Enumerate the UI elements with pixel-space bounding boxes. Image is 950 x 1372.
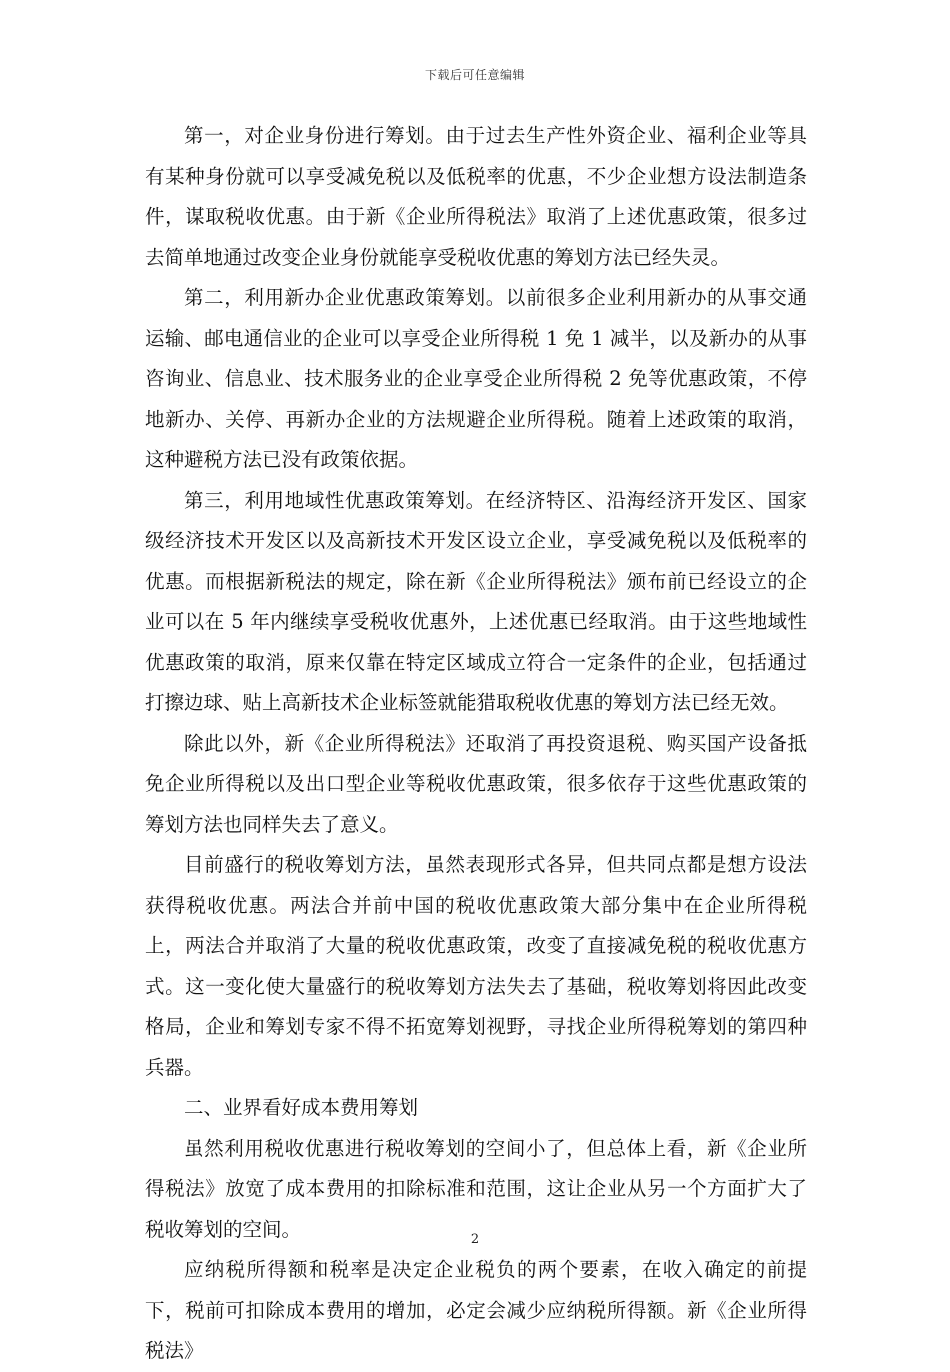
paragraph-3: 第三，利用地域性优惠政策筹划。在经济特区、沿海经济开发区、国家级经济技术开发区以及高新技术开发区设立企业，享受减免税以及低税率的优惠。而根据新税法的规定，除在新《企业所得税法》颁布前已经设立的企业可以在 5 年内继续享受税收优惠外，上述优惠已经取消。由于这些地域性优惠政策的取消，原来仅靠在特定区域成立符合一定条件的企业，包括通过打擦边球、贴上高新技术企业标签就能猎取税收优惠的筹划方法已经无效。	[145, 488, 807, 714]
paragraph-5: 目前盛行的税收筹划方法，虽然表现形式各异，但共同点都是想方设法获得税收优惠。两法合并前中国的税收优惠政策大部分集中在企业所得税上，两法合并取消了大量的税收优惠政策，改变了直接减免税的税收优惠方式。这一变化使大量盛行的税收筹划方法失去了基础，税收筹划将因此改变格局，企业和筹划专家不得不拓宽筹划视野，寻找企业所得税筹划的第四种兵器。	[145, 853, 807, 1079]
paragraph-2: 第二，利用新办企业优惠政策筹划。以前很多企业利用新办的从事交通运输、邮电通信业的企业可以享受企业所得税 1 免 1 减半，以及新办的从事咨询业、信息业、技术服务业的企业享受企业所得税 2 免等优惠政策，不停地新办、关停、再新办企业的方法规避企业所得税。随着上述政策的取消，这种避税方法已没有政策依据。	[145, 286, 807, 471]
paragraph-7: 应纳税所得额和税率是决定企业税负的两个要素，在收入确定的前提下，税前可扣除成本费用的增加，必定会减少应纳税所得额。新《企业所得税法》	[145, 1258, 807, 1362]
page-header: 下载后可任意编辑	[424, 68, 525, 82]
document-body	[145, 116, 807, 1372]
paragraph-1: 第一，对企业身份进行筹划。由于过去生产性外资企业、福利企业等具有某种身份就可以享受减免税以及低税率的优惠，不少企业想方设法制造条件，谋取税收优惠。由于新《企业所得税法》取消了上述优惠政策，很多过去简单地通过改变企业身份就能享受税收优惠的筹划方法已经失灵。	[145, 124, 807, 269]
page-number: 2	[470, 1232, 480, 1247]
paragraph-6: 虽然利用税收优惠进行税收筹划的空间小了，但总体上看，新《企业所得税法》放宽了成本费用的扣除标准和范围，这让企业从另一个方面扩大了税收筹划的空间。	[145, 1136, 807, 1241]
paragraph-4: 除此以外，新《企业所得税法》还取消了再投资退税、购买国产设备抵免企业所得税以及出口型企业等税收优惠政策，很多依存于这些优惠政策的筹划方法也同样失去了意义。	[145, 731, 807, 836]
section-heading: 二、业界看好成本费用筹划	[184, 1096, 419, 1119]
